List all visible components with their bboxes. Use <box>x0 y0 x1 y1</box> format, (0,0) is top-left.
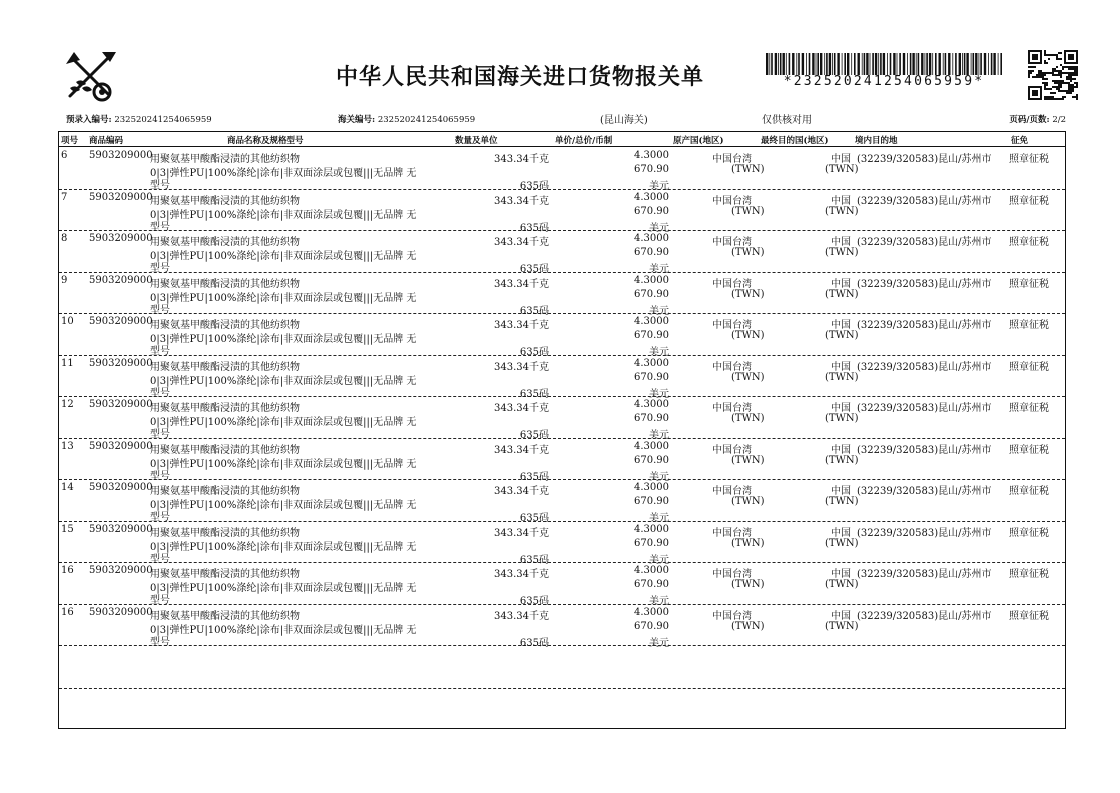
product-spec: 0|3|弹性PU|100%涤纶|涂布|非双面涂层或包覆|||无品牌 无 <box>150 500 417 511</box>
total-price: 670.90 <box>634 579 669 590</box>
item-number: 15 <box>61 523 74 535</box>
origin-country: 中国台湾 <box>712 403 752 414</box>
dest-country: 中国 <box>831 486 851 497</box>
qty-weight: 343.34千克 <box>494 237 549 248</box>
origin-code: (TWN) <box>731 164 765 175</box>
dest-country: 中国 <box>831 195 851 207</box>
col-origin: 原产国(地区) <box>673 136 724 146</box>
product-model: 型号 <box>150 636 170 648</box>
total-price: 670.90 <box>634 288 669 300</box>
dest-code: (TWN) <box>825 205 859 217</box>
product-model: 型号 <box>150 387 170 399</box>
dest-country: 中国 <box>831 610 851 622</box>
product-model: 型号 <box>150 595 170 606</box>
table-row <box>59 438 1065 481</box>
qty-weight: 343.34千克 <box>494 278 549 290</box>
table-row <box>59 147 1065 190</box>
qty-weight: 343.34千克 <box>494 486 549 497</box>
customs-emblem-icon <box>62 48 122 104</box>
product-model: 型号 <box>150 512 170 523</box>
unit-price: 4.3000 <box>634 606 669 618</box>
dest-country: 中国 <box>831 237 851 248</box>
total-price: 670.90 <box>634 205 669 217</box>
unit-price: 4.3000 <box>634 357 669 369</box>
origin-code: (TWN) <box>731 371 765 383</box>
col-hs-code: 商品编码 <box>89 136 124 146</box>
total-price: 670.90 <box>634 454 669 466</box>
total-price: 670.90 <box>634 330 669 341</box>
qty-weight: 343.34千克 <box>494 361 549 373</box>
table-row <box>59 479 1065 522</box>
product-model: 型号 <box>150 553 170 565</box>
product-name: 用聚氨基甲酸酯浸渍的其他纺织物 <box>150 361 300 373</box>
levy-method: 照章征税 <box>1009 444 1049 456</box>
qty-weight: 343.34千克 <box>494 444 549 456</box>
item-number: 16 <box>61 606 74 618</box>
product-name: 用聚氨基甲酸酯浸渍的其他纺织物 <box>150 527 300 539</box>
hs-code: 5903209000 <box>89 523 153 535</box>
dest-country: 中国 <box>831 154 851 165</box>
hs-code: 5903209000 <box>89 233 153 244</box>
currency: 美元 <box>649 388 669 400</box>
customs-office: (昆山海关) <box>600 115 648 126</box>
unit-price: 4.3000 <box>634 191 669 203</box>
origin-country: 中国台湾 <box>712 195 752 207</box>
barcode-icon <box>764 53 1004 75</box>
table-row <box>59 604 1065 647</box>
dest-country: 中国 <box>831 320 851 331</box>
levy-method: 照章征税 <box>1009 403 1049 414</box>
dest-country: 中国 <box>831 444 851 456</box>
page-indicator <box>1009 113 1066 125</box>
item-number: 7 <box>61 191 68 203</box>
levy-method: 照章征税 <box>1009 278 1049 290</box>
domestic-dest: (32239/320583)昆山/苏州市 <box>857 527 992 539</box>
preentry-label: 预录入编号: <box>66 115 112 125</box>
qty-units: 635码 <box>519 637 549 649</box>
qty-weight: 343.34千克 <box>494 320 549 331</box>
hs-code: 5903209000 <box>89 482 153 493</box>
origin-code: (TWN) <box>731 247 765 258</box>
col-domestic: 境内目的地 <box>855 136 898 146</box>
product-spec: 0|3|弹性PU|100%涤纶|涂布|非双面涂层或包覆|||无品牌 无 <box>150 417 417 428</box>
col-name-spec: 商品名称及规格型号 <box>227 136 304 146</box>
levy-method: 照章征税 <box>1009 361 1049 373</box>
item-number: 10 <box>61 316 74 327</box>
levy-method: 照章征税 <box>1009 610 1049 622</box>
qty-units: 635码 <box>519 222 549 234</box>
qty-units: 635码 <box>519 554 549 566</box>
item-number: 6 <box>61 150 68 161</box>
product-name: 用聚氨基甲酸酯浸渍的其他纺织物 <box>150 403 300 414</box>
levy-method: 照章征税 <box>1009 569 1049 580</box>
unit-price: 4.3000 <box>634 233 669 244</box>
product-spec: 0|3|弹性PU|100%涤纶|涂布|非双面涂层或包覆|||无品牌 无 <box>150 292 417 304</box>
dest-code: (TWN) <box>825 454 859 466</box>
item-number: 9 <box>61 274 68 286</box>
dest-code: (TWN) <box>825 579 859 590</box>
origin-code: (TWN) <box>731 620 765 632</box>
currency: 美元 <box>649 181 669 192</box>
product-name: 用聚氨基甲酸酯浸渍的其他纺织物 <box>150 444 300 456</box>
product-spec: 0|3|弹性PU|100%涤纶|涂布|非双面涂层或包覆|||无品牌 无 <box>150 251 417 262</box>
table-row <box>59 562 1065 605</box>
total-price: 670.90 <box>634 247 669 258</box>
qty-weight: 343.34千克 <box>494 403 549 414</box>
hs-code: 5903209000 <box>89 399 153 410</box>
table-row <box>59 189 1065 232</box>
product-name: 用聚氨基甲酸酯浸渍的其他纺织物 <box>150 610 300 622</box>
col-destination: 最终目的国(地区) <box>761 136 829 146</box>
table-row <box>59 272 1065 315</box>
currency: 美元 <box>649 596 669 607</box>
hs-code: 5903209000 <box>89 357 153 369</box>
page-value: 2/2 <box>1052 115 1066 125</box>
preentry-value: 232520241254065959 <box>114 115 212 125</box>
table-row <box>59 313 1065 356</box>
domestic-dest: (32239/320583)昆山/苏州市 <box>857 403 992 414</box>
qr-code-icon <box>1028 50 1078 100</box>
total-price: 670.90 <box>634 620 669 632</box>
total-price: 670.90 <box>634 413 669 424</box>
qty-weight: 343.34千克 <box>494 610 549 622</box>
unit-price: 4.3000 <box>634 399 669 410</box>
verification-note: 仅供核对用 <box>762 115 812 126</box>
origin-code: (TWN) <box>731 413 765 424</box>
document-title: 中华人民共和国海关进口货物报关单 <box>335 65 704 90</box>
domestic-dest: (32239/320583)昆山/苏州市 <box>857 444 992 456</box>
qty-units: 635码 <box>519 264 549 275</box>
dest-code: (TWN) <box>825 496 859 507</box>
product-model: 型号 <box>150 180 170 191</box>
origin-country: 中国台湾 <box>712 278 752 290</box>
origin-code: (TWN) <box>731 496 765 507</box>
currency: 美元 <box>649 637 669 649</box>
product-spec: 0|3|弹性PU|100%涤纶|涂布|非双面涂层或包覆|||无品牌 无 <box>150 458 417 470</box>
table-header <box>59 132 1065 147</box>
item-number: 14 <box>61 482 74 493</box>
levy-method: 照章征税 <box>1009 154 1049 165</box>
dest-code: (TWN) <box>825 247 859 258</box>
qty-units: 635码 <box>519 596 549 607</box>
unit-price: 4.3000 <box>634 150 669 161</box>
qty-units: 635码 <box>519 513 549 524</box>
unit-price: 4.3000 <box>634 316 669 327</box>
currency: 美元 <box>649 347 669 358</box>
qty-units: 635码 <box>519 471 549 483</box>
total-price: 670.90 <box>634 371 669 383</box>
origin-country: 中国台湾 <box>712 486 752 497</box>
col-item-no: 项号 <box>61 136 79 146</box>
customs-number-value: 232520241254065959 <box>377 115 476 125</box>
dest-code: (TWN) <box>825 413 859 424</box>
levy-method: 照章征税 <box>1009 527 1049 539</box>
origin-country: 中国台湾 <box>712 237 752 248</box>
qty-units: 635码 <box>519 388 549 400</box>
origin-country: 中国台湾 <box>712 610 752 622</box>
dest-code: (TWN) <box>825 288 859 300</box>
table-row <box>59 521 1065 564</box>
unit-price: 4.3000 <box>634 565 669 576</box>
product-model: 型号 <box>150 221 170 233</box>
origin-code: (TWN) <box>731 288 765 300</box>
product-model: 型号 <box>150 429 170 440</box>
origin-country: 中国台湾 <box>712 569 752 580</box>
domestic-dest: (32239/320583)昆山/苏州市 <box>857 569 992 580</box>
origin-country: 中国台湾 <box>712 320 752 331</box>
item-number: 8 <box>61 233 68 244</box>
item-number: 16 <box>61 565 74 576</box>
product-spec: 0|3|弹性PU|100%涤纶|涂布|非双面涂层或包覆|||无品牌 无 <box>150 541 417 553</box>
hs-code: 5903209000 <box>89 316 153 327</box>
currency: 美元 <box>649 471 669 483</box>
domestic-dest: (32239/320583)昆山/苏州市 <box>857 320 992 331</box>
col-quantity: 数量及单位 <box>455 136 498 146</box>
dest-country: 中国 <box>831 527 851 539</box>
qty-units: 635码 <box>519 181 549 192</box>
blank-row <box>59 646 1065 689</box>
col-price: 单价/总价/币制 <box>555 136 613 146</box>
dest-code: (TWN) <box>825 164 859 175</box>
product-name: 用聚氨基甲酸酯浸渍的其他纺织物 <box>150 154 300 165</box>
unit-price: 4.3000 <box>634 523 669 535</box>
product-name: 用聚氨基甲酸酯浸渍的其他纺织物 <box>150 237 300 248</box>
item-number: 12 <box>61 399 74 410</box>
domestic-dest: (32239/320583)昆山/苏州市 <box>857 278 992 290</box>
barcode-number: *232520241254065959* <box>783 74 985 89</box>
product-name: 用聚氨基甲酸酯浸渍的其他纺织物 <box>150 278 300 290</box>
domestic-dest: (32239/320583)昆山/苏州市 <box>857 610 992 622</box>
origin-country: 中国台湾 <box>712 527 752 539</box>
item-number: 11 <box>61 357 74 369</box>
currency: 美元 <box>649 430 669 441</box>
product-name: 用聚氨基甲酸酯浸渍的其他纺织物 <box>150 486 300 497</box>
hs-code: 5903209000 <box>89 150 153 161</box>
product-spec: 0|3|弹性PU|100%涤纶|涂布|非双面涂层或包覆|||无品牌 无 <box>150 334 417 345</box>
origin-code: (TWN) <box>731 330 765 341</box>
origin-code: (TWN) <box>731 205 765 217</box>
product-spec: 0|3|弹性PU|100%涤纶|涂布|非双面涂层或包覆|||无品牌 无 <box>150 583 417 594</box>
product-model: 型号 <box>150 304 170 316</box>
levy-method: 照章征税 <box>1009 237 1049 248</box>
qty-weight: 343.34千克 <box>494 569 549 580</box>
qty-units: 635码 <box>519 430 549 441</box>
origin-code: (TWN) <box>731 579 765 590</box>
customs-number <box>338 113 475 125</box>
origin-code: (TWN) <box>731 454 765 466</box>
table-row <box>59 355 1065 398</box>
product-name: 用聚氨基甲酸酯浸渍的其他纺织物 <box>150 195 300 207</box>
dest-country: 中国 <box>831 278 851 290</box>
page-label: 页码/页数: <box>1009 115 1050 125</box>
domestic-dest: (32239/320583)昆山/苏州市 <box>857 154 992 165</box>
dest-country: 中国 <box>831 361 851 373</box>
total-price: 670.90 <box>634 164 669 175</box>
product-model: 型号 <box>150 470 170 482</box>
product-spec: 0|3|弹性PU|100%涤纶|涂布|非双面涂层或包覆|||无品牌 无 <box>150 375 417 387</box>
qty-weight: 343.34千克 <box>494 195 549 207</box>
hs-code: 5903209000 <box>89 565 153 576</box>
hs-code: 5903209000 <box>89 606 153 618</box>
total-price: 670.90 <box>634 496 669 507</box>
origin-country: 中国台湾 <box>712 361 752 373</box>
currency: 美元 <box>649 554 669 566</box>
qty-units: 635码 <box>519 305 549 317</box>
levy-method: 照章征税 <box>1009 486 1049 497</box>
customs-number-label: 海关编号: <box>338 115 376 125</box>
currency: 美元 <box>649 305 669 317</box>
product-name: 用聚氨基甲酸酯浸渍的其他纺织物 <box>150 320 300 331</box>
dest-code: (TWN) <box>825 620 859 632</box>
qty-units: 635码 <box>519 347 549 358</box>
item-number: 13 <box>61 440 74 452</box>
levy-method: 照章征税 <box>1009 195 1049 207</box>
preentry-number <box>66 113 212 125</box>
col-levy: 征免 <box>1011 136 1029 146</box>
origin-country: 中国台湾 <box>712 444 752 456</box>
dest-country: 中国 <box>831 569 851 580</box>
currency: 美元 <box>649 264 669 275</box>
dest-country: 中国 <box>831 403 851 414</box>
unit-price: 4.3000 <box>634 482 669 493</box>
product-spec: 0|3|弹性PU|100%涤纶|涂布|非双面涂层或包覆|||无品牌 无 <box>150 624 417 636</box>
domestic-dest: (32239/320583)昆山/苏州市 <box>857 486 992 497</box>
levy-method: 照章征税 <box>1009 320 1049 331</box>
dest-code: (TWN) <box>825 537 859 549</box>
qty-weight: 343.34千克 <box>494 527 549 539</box>
product-spec: 0|3|弹性PU|100%涤纶|涂布|非双面涂层或包覆|||无品牌 无 <box>150 168 417 179</box>
hs-code: 5903209000 <box>89 440 153 452</box>
product-model: 型号 <box>150 263 170 274</box>
product-spec: 0|3|弹性PU|100%涤纶|涂布|非双面涂层或包覆|||无品牌 无 <box>150 209 417 221</box>
table-row <box>59 230 1065 273</box>
domestic-dest: (32239/320583)昆山/苏州市 <box>857 195 992 207</box>
unit-price: 4.3000 <box>634 440 669 452</box>
origin-code: (TWN) <box>731 537 765 549</box>
dest-code: (TWN) <box>825 371 859 383</box>
domestic-dest: (32239/320583)昆山/苏州市 <box>857 361 992 373</box>
product-model: 型号 <box>150 346 170 357</box>
origin-country: 中国台湾 <box>712 154 752 165</box>
table-row <box>59 396 1065 439</box>
total-price: 670.90 <box>634 537 669 549</box>
domestic-dest: (32239/320583)昆山/苏州市 <box>857 237 992 248</box>
unit-price: 4.3000 <box>634 274 669 286</box>
product-name: 用聚氨基甲酸酯浸渍的其他纺织物 <box>150 569 300 580</box>
hs-code: 5903209000 <box>89 191 153 203</box>
currency: 美元 <box>649 222 669 234</box>
qty-weight: 343.34千克 <box>494 154 549 165</box>
dest-code: (TWN) <box>825 330 859 341</box>
hs-code: 5903209000 <box>89 274 153 286</box>
currency: 美元 <box>649 513 669 524</box>
